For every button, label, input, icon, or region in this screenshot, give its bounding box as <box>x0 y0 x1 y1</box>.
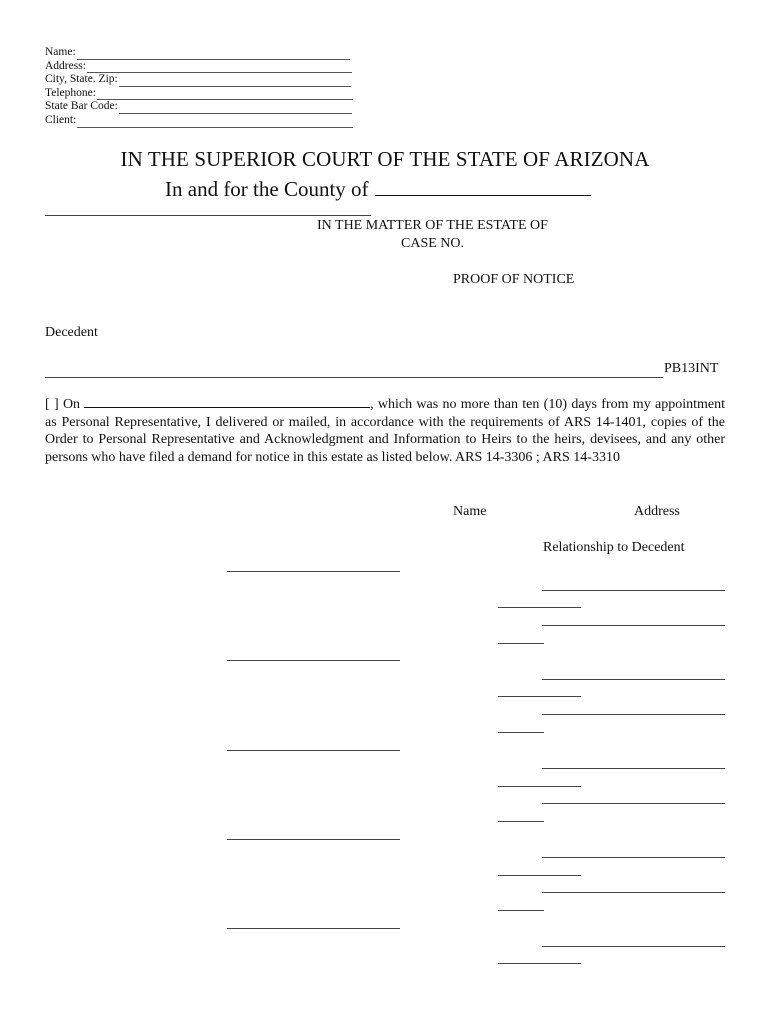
telephone-label: Telephone: <box>45 86 96 99</box>
column-header-relationship: Relationship to Decedent <box>543 540 685 555</box>
address-field[interactable] <box>45 60 353 74</box>
date-checkbox[interactable]: [ ] On <box>45 397 81 412</box>
recipient-address-line[interactable] <box>542 857 725 858</box>
county-line <box>165 175 591 202</box>
recipient-relationship-line[interactable] <box>498 910 544 911</box>
form-code: PB13INT <box>664 361 719 376</box>
client-label: Client: <box>45 113 77 126</box>
notice-text: , which was no more than ten (10) days from my appointment as Personal Representative, I delivered or mailed, in accordance with the requirements of ARS 14-1401, copies of the Order to Personal Representative and Acknowledgment and Information to Heirs to the heirs, devisees, and any other persons who have filed a demand for notice in this estate as listed below. ARS 14-3306 ; ARS 14-3310 <box>45 397 725 465</box>
name-label: Name: <box>45 46 76 58</box>
recipient-relationship-line[interactable] <box>498 643 544 644</box>
telephone-field[interactable] <box>45 87 353 101</box>
state-bar-code-line <box>119 103 352 114</box>
recipient-relationship-line[interactable] <box>542 892 725 893</box>
city-state-zip-line <box>119 76 351 87</box>
recipient-address-line[interactable] <box>498 963 581 964</box>
city-state-zip-label: City, State. Zip: <box>45 73 118 86</box>
name-line <box>77 49 350 60</box>
document-title: PROOF OF NOTICE <box>453 272 575 287</box>
address-label: Address: <box>45 59 86 72</box>
recipient-relationship-line[interactable] <box>542 803 725 804</box>
city-state-zip-field[interactable] <box>45 73 353 87</box>
recipient-name-line[interactable] <box>227 660 400 661</box>
state-bar-code-label: State Bar Code: <box>45 100 118 113</box>
recipient-address-line[interactable] <box>498 607 581 608</box>
column-header-address: Address <box>634 504 680 519</box>
recipient-name-line[interactable] <box>227 750 400 751</box>
date-blank[interactable] <box>84 395 370 408</box>
recipient-name-line[interactable] <box>227 839 400 840</box>
client-field[interactable] <box>45 114 353 128</box>
court-title: IN THE SUPERIOR COURT OF THE STATE OF ARIZONA <box>120 147 650 171</box>
recipient-name-line[interactable] <box>227 571 400 572</box>
address-line <box>87 62 352 73</box>
recipient-name-line[interactable] <box>227 928 400 929</box>
recipient-address-line[interactable] <box>542 590 725 591</box>
column-header-name: Name <box>453 504 487 519</box>
name-field[interactable] <box>45 46 353 60</box>
recipient-relationship-line[interactable] <box>498 732 544 733</box>
recipient-relationship-line[interactable] <box>542 714 725 715</box>
form-code-rule <box>45 377 663 378</box>
recipient-relationship-line[interactable] <box>542 625 725 626</box>
recipient-address-line[interactable] <box>542 946 725 947</box>
attorney-info-block <box>45 46 353 128</box>
caption-divider <box>45 215 371 216</box>
recipient-address-line[interactable] <box>498 875 581 876</box>
estate-matter-label: IN THE MATTER OF THE ESTATE OF <box>317 218 548 233</box>
state-bar-code-field[interactable] <box>45 100 353 114</box>
recipient-address-line[interactable] <box>542 768 725 769</box>
telephone-line <box>97 89 353 100</box>
decedent-label: Decedent <box>45 325 98 340</box>
recipient-address-line[interactable] <box>542 679 725 680</box>
recipient-address-line[interactable] <box>498 696 581 697</box>
county-label: In and for the County of <box>165 177 369 201</box>
notice-paragraph <box>45 395 725 466</box>
recipient-relationship-line[interactable] <box>498 821 544 822</box>
county-blank[interactable] <box>375 175 591 196</box>
client-line <box>77 117 353 128</box>
recipient-address-line[interactable] <box>498 786 581 787</box>
case-number-label: CASE NO. <box>401 236 465 251</box>
